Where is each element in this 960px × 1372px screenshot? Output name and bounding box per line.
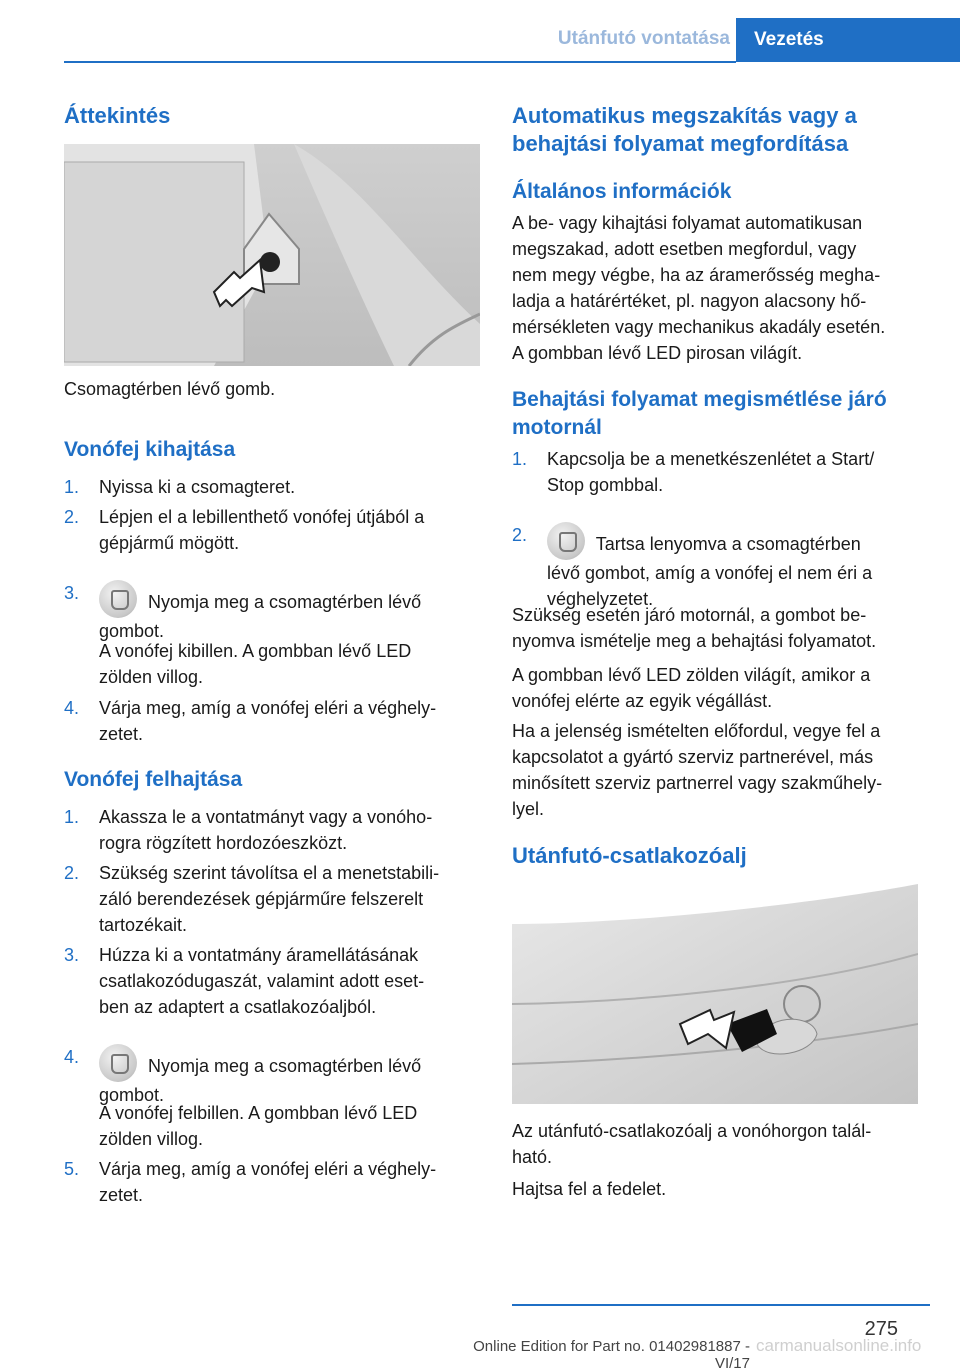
heading-line: Behajtási folyamat megismétlése járó <box>512 388 887 411</box>
list-number: 2. <box>512 525 528 545</box>
heading-line: motornál <box>512 416 602 439</box>
list-text: zetet. <box>99 1185 144 1205</box>
socket-instruction: Hajtsa fel a fedelet. <box>512 1179 667 1199</box>
page-header <box>0 18 960 62</box>
general-info-text <box>512 210 930 366</box>
text-line: nem megy végbe, ha az áramerősség megha‐ <box>512 265 881 285</box>
general-info-heading: Általános információk <box>512 180 732 203</box>
auto-interrupt-heading <box>512 102 857 158</box>
list-number: 1. <box>64 807 80 827</box>
text-line: vonófej elérte az egyik végállást. <box>512 691 773 711</box>
text-line: ható. <box>512 1147 553 1167</box>
list-text: véghelyzetet. <box>547 589 654 609</box>
repeat-heading <box>512 386 887 442</box>
list-number: 4. <box>64 698 80 718</box>
list-note: A vonófej felbillen. A gombban lévő LED <box>99 1103 418 1123</box>
list-text: Várja meg, amíg a vonófej eléri a véghely‐ <box>99 1159 437 1179</box>
list-text: Nyomja meg a csomagtérben lévő <box>148 592 422 612</box>
list-note: zölden villog. <box>99 1129 204 1149</box>
list-text: zetet. <box>99 724 144 744</box>
fold-heading: Vonófej felhajtása <box>64 768 243 791</box>
text-line: ladja a határértéket, pl. nagyon alacsony hő‐ <box>512 291 867 311</box>
list-text: Akassza le a vontatmányt vagy a vonóho‐ <box>99 807 433 827</box>
list-text: Stop gombbal. <box>547 475 664 495</box>
list-text: záló berendezések gépjárműre felszerelt <box>99 889 424 909</box>
unfold-heading: Vonófej kihajtása <box>64 438 236 461</box>
heading-line: behajtási folyamat megfordítása <box>512 131 849 156</box>
list-number: 5. <box>64 1159 80 1179</box>
text-line: A gombban lévő LED pirosan világít. <box>512 343 803 363</box>
list-text: gombot. <box>99 621 165 641</box>
text-line: minősített szerviz partnerrel vagy szakműhely‐ <box>512 773 883 793</box>
list-note: A vonófej kibillen. A gombban lévő LED <box>99 641 412 661</box>
trunk-button-icon <box>99 580 137 618</box>
list-number: 2. <box>64 863 80 883</box>
socket-heading: Utánfutó-csatlakozóalj <box>512 843 747 868</box>
list-number: 1. <box>64 477 80 497</box>
list-text: lévő gombot, amíg a vonófej el nem éri a <box>547 563 873 583</box>
trunk-button-figure <box>64 144 480 366</box>
trunk-button-icon <box>99 1044 137 1082</box>
list-text: Kapcsolja be a menetkészenlétet a Start/ <box>547 449 875 469</box>
header-chapter-tab: Vezetés <box>736 18 960 62</box>
list-number: 3. <box>64 945 80 965</box>
list-text: tartozékait. <box>99 915 188 935</box>
list-text: Tartsa lenyomva a csomagtérben <box>595 534 861 554</box>
footer-divider <box>512 1304 930 1306</box>
list-text: Szükség szerint távolítsa el a menetstabili‐ <box>99 863 440 883</box>
header-divider <box>64 61 736 63</box>
list-number: 4. <box>64 1047 80 1067</box>
list-note: zölden villog. <box>99 667 204 687</box>
watermark: carmanualsonline.info <box>756 1336 922 1355</box>
list-text: Nyomja meg a csomagtérben lévő <box>148 1056 422 1076</box>
repeat-text-3 <box>512 718 930 822</box>
list-number: 2. <box>64 507 80 527</box>
figure2-caption <box>512 1118 930 1170</box>
header-section-title: Utánfutó vontatása <box>557 28 730 49</box>
trailer-socket-figure <box>512 884 918 1104</box>
list-text: Nyissa ki a csomagteret. <box>99 477 296 497</box>
trunk-button-icon <box>547 522 585 560</box>
list-text: gépjármű mögött. <box>99 533 240 553</box>
text-line: A be- vagy kihajtási folyamat automatikusan <box>512 213 863 233</box>
footer-edition: Online Edition for Part no. 01402981887 - VI/17 <box>473 1338 750 1372</box>
page-number: 275 <box>864 1318 898 1340</box>
text-line: Ha a jelenség ismételten előfordul, vegye fel a <box>512 721 881 741</box>
overview-heading: Áttekintés <box>64 103 171 128</box>
list-text: gombot. <box>99 1085 165 1105</box>
list-number: 3. <box>64 583 80 603</box>
text-line: mérsékleten vagy mechanikus akadály esetén. <box>512 317 886 337</box>
list-number: 1. <box>512 449 528 469</box>
list-text: Lépjen el a lebillenthető vonófej útjából a <box>99 507 425 527</box>
figure1-caption: Csomagtérben lévő gomb. <box>64 379 276 399</box>
text-line: kapcsolatot a gyártó szerviz partnerével, más <box>512 747 874 767</box>
repeat-text-2 <box>512 662 930 714</box>
list-text: rogra rögzített hordozóeszközt. <box>99 833 348 853</box>
repeat-text-1 <box>512 602 930 654</box>
text-line: nyomva ismételje meg a behajtási folyamatot. <box>512 631 877 651</box>
list-text: Várja meg, amíg a vonófej eléri a véghely‐ <box>99 698 437 718</box>
text-line: Az utánfutó-csatlakozóalj a vonóhorgon talál‐ <box>512 1121 872 1141</box>
list-text: Húzza ki a vontatmány áramellátásának <box>99 945 419 965</box>
text-line: Szükség esetén járó motornál, a gombot be‐ <box>512 605 867 625</box>
text-line: lyel. <box>512 799 545 819</box>
heading-line: Automatikus megszakítás vagy a <box>512 103 857 128</box>
text-line: A gombban lévő LED zölden világít, amikor a <box>512 665 871 685</box>
text-line: megszakad, adott esetben megfordul, vagy <box>512 239 857 259</box>
list-text: ben az adaptert a csatlakozóaljból. <box>99 997 377 1017</box>
list-text: csatlakozódugaszát, valamint adott eset‐ <box>99 971 425 991</box>
